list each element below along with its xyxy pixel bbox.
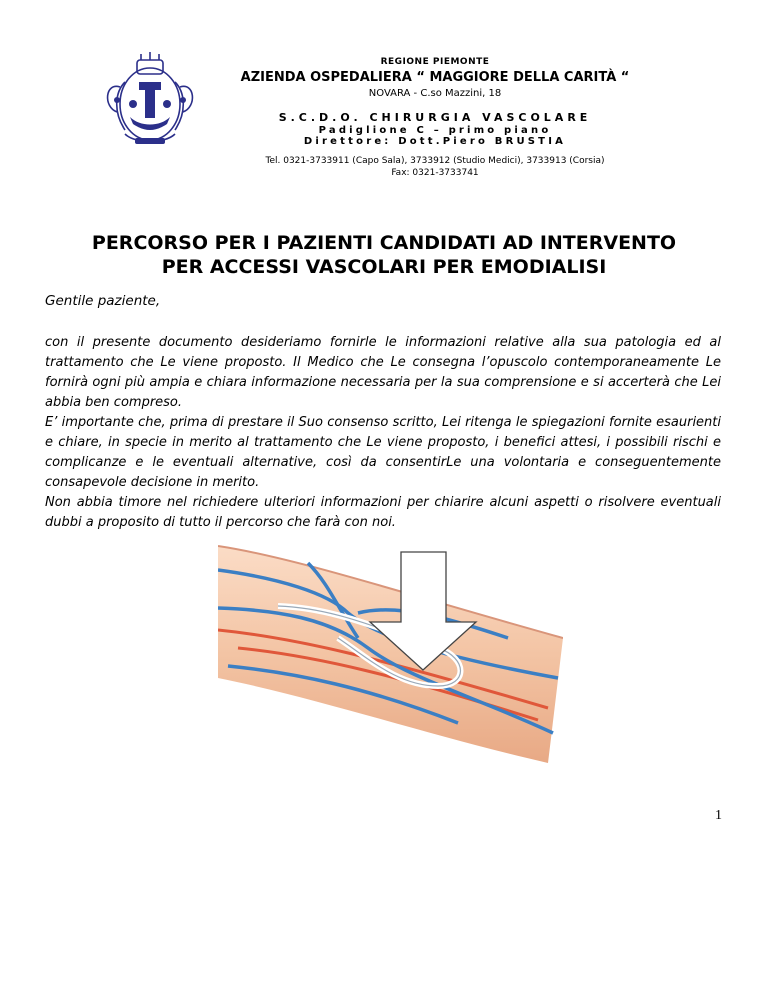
title-line-2: PER ACCESSI VASCOLARI PER EMODIALISI [161, 256, 607, 278]
fistula-illustration [218, 538, 563, 763]
title-line-1: PERCORSO PER I PAZIENTI CANDIDATI AD INTERVENTO [91, 232, 677, 254]
body-text [45, 333, 721, 533]
region-label: REGIONE PIEMONTE [380, 57, 490, 67]
hospital-logo-icon [95, 52, 205, 152]
paragraph-1: con il presente documento desideriamo fornirle le informazioni relative alla sua patologia ed al trattamento che Le viene proposto. Il Medico che Le consegna l’opuscolo contemporaneamente Le fornirà ogni più ampia e chiara informazione necessaria per la sua comprensione e si accerterà che Lei abbia ben compreso. [45, 335, 721, 410]
fax-number: Fax: 0321-3733741 [391, 168, 479, 178]
director-info: Direttore: Dott.Piero BRUSTIA [303, 136, 567, 147]
phone-numbers: Tel. 0321-3733911 (Capo Sala), 3733912 (Studio Medici), 3733913 (Corsia) [265, 156, 605, 166]
contact-info [180, 155, 690, 179]
page-number: 1 [715, 808, 722, 823]
department-name: S.C.D.O. CHIRURGIA VASCOLARE [278, 111, 592, 124]
document-header [200, 57, 670, 147]
greeting: Gentile paziente, [45, 293, 161, 309]
hospital-name: AZIENDA OSPEDALIERA “ MAGGIORE DELLA CARITÀ “ [240, 70, 630, 85]
pavilion-info: Padiglione C – primo piano [318, 125, 552, 136]
paragraph-2: E’ importante che, prima di prestare il Suo consenso scritto, Lei ritenga le spiegazioni fornite esaurienti e chiare, in specie in merito al trattamento che Le viene proposto, i benefici attesi, i possibili rischi e complicanze e le eventuali alternative, così da consentirLe una volontaria e conseguentemente consapevole decisione in merito. [45, 415, 721, 490]
hospital-address: NOVARA - C.so Mazzini, 18 [368, 88, 502, 99]
paragraph-3: Non abbia timore nel richiedere ulteriori informazioni per chiarire alcuni aspetti o risolvere eventuali dubbi a proposito di tutto il percorso che farà con noi. [45, 495, 721, 530]
document-title [40, 231, 728, 279]
